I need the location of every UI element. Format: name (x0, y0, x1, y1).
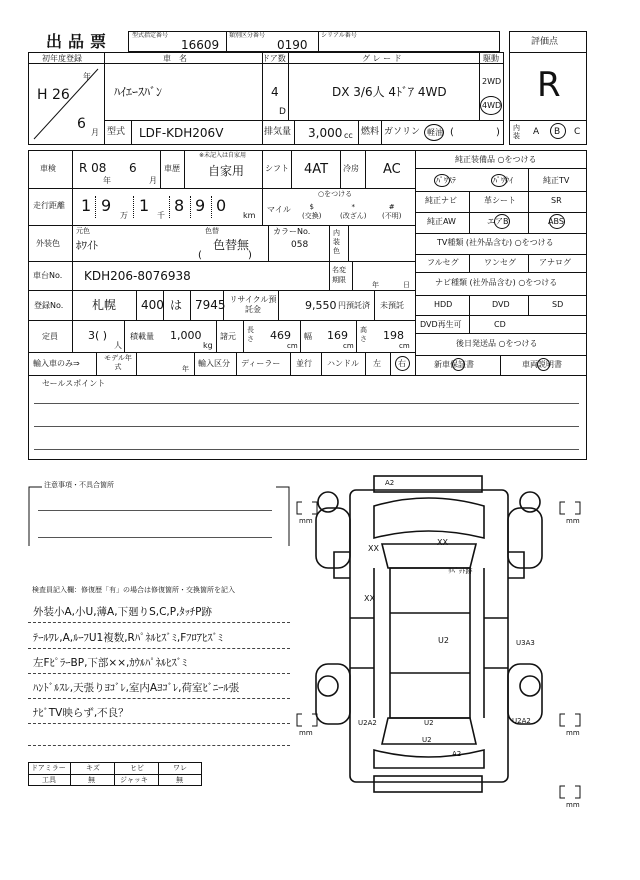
orig-color-label: 元色 (76, 227, 90, 235)
first-reg-label: 初年度登録 (42, 54, 82, 63)
tv-analog: アナログ (539, 258, 571, 267)
load-value: 1,000 (170, 329, 202, 342)
capacity-label: 定員 (42, 332, 58, 341)
note-line-2: ﾃｰﾙﾜﾚ,A,ﾙｰﾌU1複数,Rﾊﾟﾈﾙﾋｽﾞﾐ,Fﾌﾛｱﾋｽﾞﾐ (33, 632, 223, 644)
equip-alloy: 純正AW (427, 217, 456, 226)
category-number: 0190 (277, 38, 308, 52)
shift-value: 4AT (304, 162, 329, 177)
caution-label: 注意事項・不具合箇所 (44, 481, 114, 489)
width-unit: cm (343, 342, 354, 350)
mark-u2a2-right: U2A2 (512, 717, 531, 725)
page-title: 出品票 (46, 32, 113, 51)
import-cat-label: 輸入区分 (198, 359, 230, 368)
mileage-digit-6: 0 (216, 196, 227, 215)
displacement-value: 3,000 (308, 126, 343, 140)
equip-table-jack: ジャッキ (120, 776, 148, 784)
mark-u2-mid: U2 (438, 636, 449, 645)
equip-sunroof: SR (551, 196, 562, 205)
tv-title: TV種類 (社外品含む) ○をつける (437, 238, 554, 247)
equip-table-tools-value: 無 (88, 776, 95, 784)
reg-class: 400 (141, 298, 164, 312)
drive-4wd: 4WD (482, 101, 502, 110)
handle-right-circle (395, 356, 410, 371)
mileage-digit-2: 9 (101, 196, 112, 215)
load-unit: kg (203, 341, 213, 350)
handle-right: 右 (398, 359, 406, 368)
cd: CD (494, 320, 506, 329)
reg-kana: は (170, 298, 183, 312)
handle-left: 左 (373, 359, 381, 368)
grade-value: DX 3/6人 4ﾄﾞｱ 4WD (332, 85, 447, 99)
dvd-playback: DVD再生可 (420, 320, 462, 329)
model-year-label: モデル年式 (104, 354, 132, 371)
equip-table-header-mirror: ドアミラー (31, 764, 66, 772)
type-number-label: 型式指定番号 (132, 32, 169, 39)
note-line-5: ﾅﾋﾞTV映らず,不良？ (33, 707, 129, 719)
equip-airbag-circle (494, 214, 510, 229)
navi-sd: SD (552, 300, 564, 309)
model-type: LDF-KDH206V (139, 126, 224, 140)
drive-4wd-circle (480, 96, 502, 115)
equip-power-window: ﾊﾟﾜｳｲ (493, 176, 513, 185)
mileage-sen: 千 (157, 211, 165, 220)
car-name: ﾊｲｴｰｽﾊﾞﾝ (114, 85, 163, 99)
color-no: 058 (291, 240, 309, 250)
capacity-value: 3( ) (88, 329, 108, 342)
mark-xx-1: XX (368, 544, 379, 553)
title-exp-label: 名変期限 (332, 266, 346, 284)
equip-table-jack-value: 無 (176, 776, 183, 784)
drive-2wd: 2WD (482, 77, 502, 86)
mileage-man: 万 (120, 211, 128, 220)
model-type-label: 型式 (107, 127, 126, 137)
width-value: 169 (327, 329, 348, 342)
inspector-label: 検査員記入欄：修復歴「有」の場合は修復箇所・交換箇所を記入 (32, 586, 235, 594)
equip-title: 純正装備品 ○をつける (455, 155, 537, 164)
ac-label: 冷房 (343, 164, 359, 173)
length-value: 469 (270, 329, 291, 342)
mark-xx-2: XX (437, 538, 448, 547)
shift-label: シフト (265, 164, 289, 173)
mark-u2-bottom: U2 (424, 719, 434, 727)
fuel-diesel-circle (424, 124, 444, 141)
height-value: 198 (383, 329, 404, 342)
tyre-rear-right-mm: mm (566, 729, 580, 737)
dealer-label: ディーラー (241, 359, 281, 368)
equip-airbag: エアB (487, 217, 509, 226)
serial-label: シリアル番号 (321, 32, 357, 39)
shaken-label: 車検 (40, 164, 56, 173)
interior-label: 内装 (513, 124, 520, 140)
tv-oneseg: ワンセグ (484, 258, 516, 267)
reg-label: 登録No. (34, 301, 64, 310)
equip-table-header-scratch: キズ (86, 764, 100, 772)
mileage-unknown: # (不明) (382, 203, 402, 220)
repaint-value: 色替無 (213, 238, 250, 252)
interior-color-label: 内装色 (333, 229, 340, 255)
reg-area: 札幌 (92, 298, 117, 312)
month-suffix: 月 (91, 128, 99, 137)
mileage-digit-5: 9 (195, 196, 206, 215)
rating-value: R (537, 65, 561, 105)
handle-label: ハンドル (327, 359, 359, 368)
interior-grade-c: C (574, 127, 581, 137)
parallel-label: 並行 (296, 359, 312, 368)
tyre-front-right-mm: mm (566, 517, 580, 525)
recycle-unit: 円預託済 (338, 301, 370, 310)
equip-abs: ABS (548, 217, 564, 226)
mileage-unit: km (243, 211, 256, 220)
mileage-digit-1: 1 (81, 196, 92, 215)
width-label: 幅 (304, 332, 312, 341)
note-line-1: 外装小A,小U,薄A,下廻りS,C,P,ﾀｯﾁP跡 (33, 606, 212, 618)
navi-dvd: DVD (492, 300, 510, 309)
docs-title: 後日発送品 ○をつける (456, 339, 538, 348)
mileage-tamper: * (改ざん) (340, 203, 367, 220)
color-label: 外装色 (36, 239, 60, 248)
fuel-gasoline: ガソリン (384, 127, 421, 137)
shaken-month: 6 (129, 161, 137, 175)
category-label: 類別区分番号 (229, 32, 266, 39)
equip-table-header-crack: ヒビ (130, 764, 144, 772)
equip-power-window-circle (491, 174, 507, 187)
fuel-label: 燃料 (361, 127, 380, 137)
orig-color: ﾎﾜｲﾄ (76, 239, 98, 252)
equip-navi: 純正ナビ (425, 196, 457, 205)
drive-label: 駆動 (483, 54, 499, 63)
chassis-no: KDH206-8076938 (84, 269, 191, 283)
mark-u2-bottom2: U2 (422, 736, 432, 744)
height-label: 高さ (360, 326, 367, 343)
mark-u2a2-left: U2A2 (358, 719, 377, 727)
sales-point-label: セールスポイント (42, 379, 106, 388)
equip-power-steering-circle (434, 174, 450, 187)
first-reg-month: 6 (77, 116, 86, 132)
equip-table-tools: 工具 (42, 776, 56, 784)
import-label: 輸入車のみ⇒ (33, 359, 80, 368)
history-value: 自家用 (208, 164, 245, 178)
history-note: ※未記入は自家用 (199, 152, 247, 159)
interior-grade-b: B (554, 127, 561, 137)
recycle-label: リサイクル預託金 (229, 295, 277, 314)
docs-manual: 車両説明書 (522, 360, 562, 369)
mark-u3a3: U3A3 (516, 639, 535, 647)
color-no-label: カラーNo. (273, 227, 311, 236)
equip-abs-circle (549, 214, 565, 229)
navi-title: ナビ種類 (社外品含む) ○をつける (435, 278, 558, 287)
mark-rivet: ﾘﾍﾞｯﾄ跡 (448, 567, 473, 575)
mark-a2-top: A2 (385, 479, 395, 487)
equip-power-steering: ﾊﾟﾜｽﾃ (436, 176, 456, 185)
load-label: 積載量 (130, 332, 154, 341)
ac-value: AC (383, 162, 401, 177)
length-unit: cm (287, 342, 298, 350)
repaint-label: 色替 (205, 227, 219, 235)
equip-tv: 純正TV (543, 176, 570, 185)
tv-fullseg: フルセグ (427, 258, 459, 267)
tyre-spare-mm: mm (566, 801, 580, 809)
mark-xx-3: XX (364, 594, 375, 603)
mileage-swap: $ (交換) (302, 203, 322, 220)
shaken-year-suffix: 年 (103, 176, 111, 185)
equip-leather: 革シート (484, 196, 516, 205)
mark-a2-bottom: A2 (452, 750, 462, 758)
doors-value: 4 (271, 85, 279, 99)
rating-label: 評価点 (531, 37, 559, 47)
fuel-diesel: 軽油 (427, 128, 443, 137)
first-reg-year: H 26 (37, 87, 70, 103)
doors-label: ドア数 (262, 54, 286, 63)
grade-label: グ レ ー ド (362, 54, 402, 63)
car-name-label: 車 名 (163, 54, 187, 63)
shaken-month-suffix: 月 (149, 176, 157, 185)
length-label: 長さ (247, 326, 254, 343)
note-line-3: 左FﾋﾟﾗｰBP,下部××,ｶｳﾙﾊﾟﾈﾙﾋｽﾞﾐ (33, 657, 188, 669)
mileage-digit-4: 8 (174, 196, 185, 215)
height-unit: cm (399, 342, 410, 350)
displacement-label: 排気量 (264, 127, 292, 137)
recycle-value: 9,550 (305, 299, 337, 312)
type-number: 16609 (181, 38, 220, 52)
navi-hdd: HDD (434, 300, 453, 309)
tyre-front-left-mm: mm (299, 517, 313, 525)
tyre-rear-left-mm: mm (299, 729, 313, 737)
year-suffix: 年 (83, 72, 91, 81)
dims-label: 諸元 (220, 332, 236, 341)
capacity-unit: 人 (114, 341, 122, 350)
shaken-value: R 08 (79, 161, 107, 175)
recycle-unpaid: 未預託 (380, 301, 404, 310)
mile-label: マイル (267, 205, 291, 214)
tick-note: ○をつける (318, 190, 353, 198)
docs-warranty: 新車保証書 (434, 360, 474, 369)
equip-table-header-break: ワレ (173, 764, 187, 772)
history-label: 車歴 (164, 164, 180, 173)
docs-warranty-circle (452, 358, 465, 371)
interior-grade-a: A (533, 127, 540, 137)
displacement-unit: cc (344, 131, 353, 140)
interior-grade-b-circle (550, 123, 566, 139)
doors-d: D (279, 107, 286, 117)
chassis-label: 車台No. (33, 271, 63, 280)
caution-box (28, 486, 290, 552)
docs-manual-circle (537, 358, 550, 371)
mileage-label: 走行距離 (33, 201, 65, 210)
reg-number: 7945 (195, 298, 226, 312)
mileage-digit-3: 1 (139, 196, 150, 215)
note-line-4: ﾊﾝﾄﾞﾙｽﾚ,天張りﾖｺﾞﾚ,室内Aﾖｺﾞﾚ,荷室ﾋﾞﾆｰﾙ張 (33, 682, 240, 694)
